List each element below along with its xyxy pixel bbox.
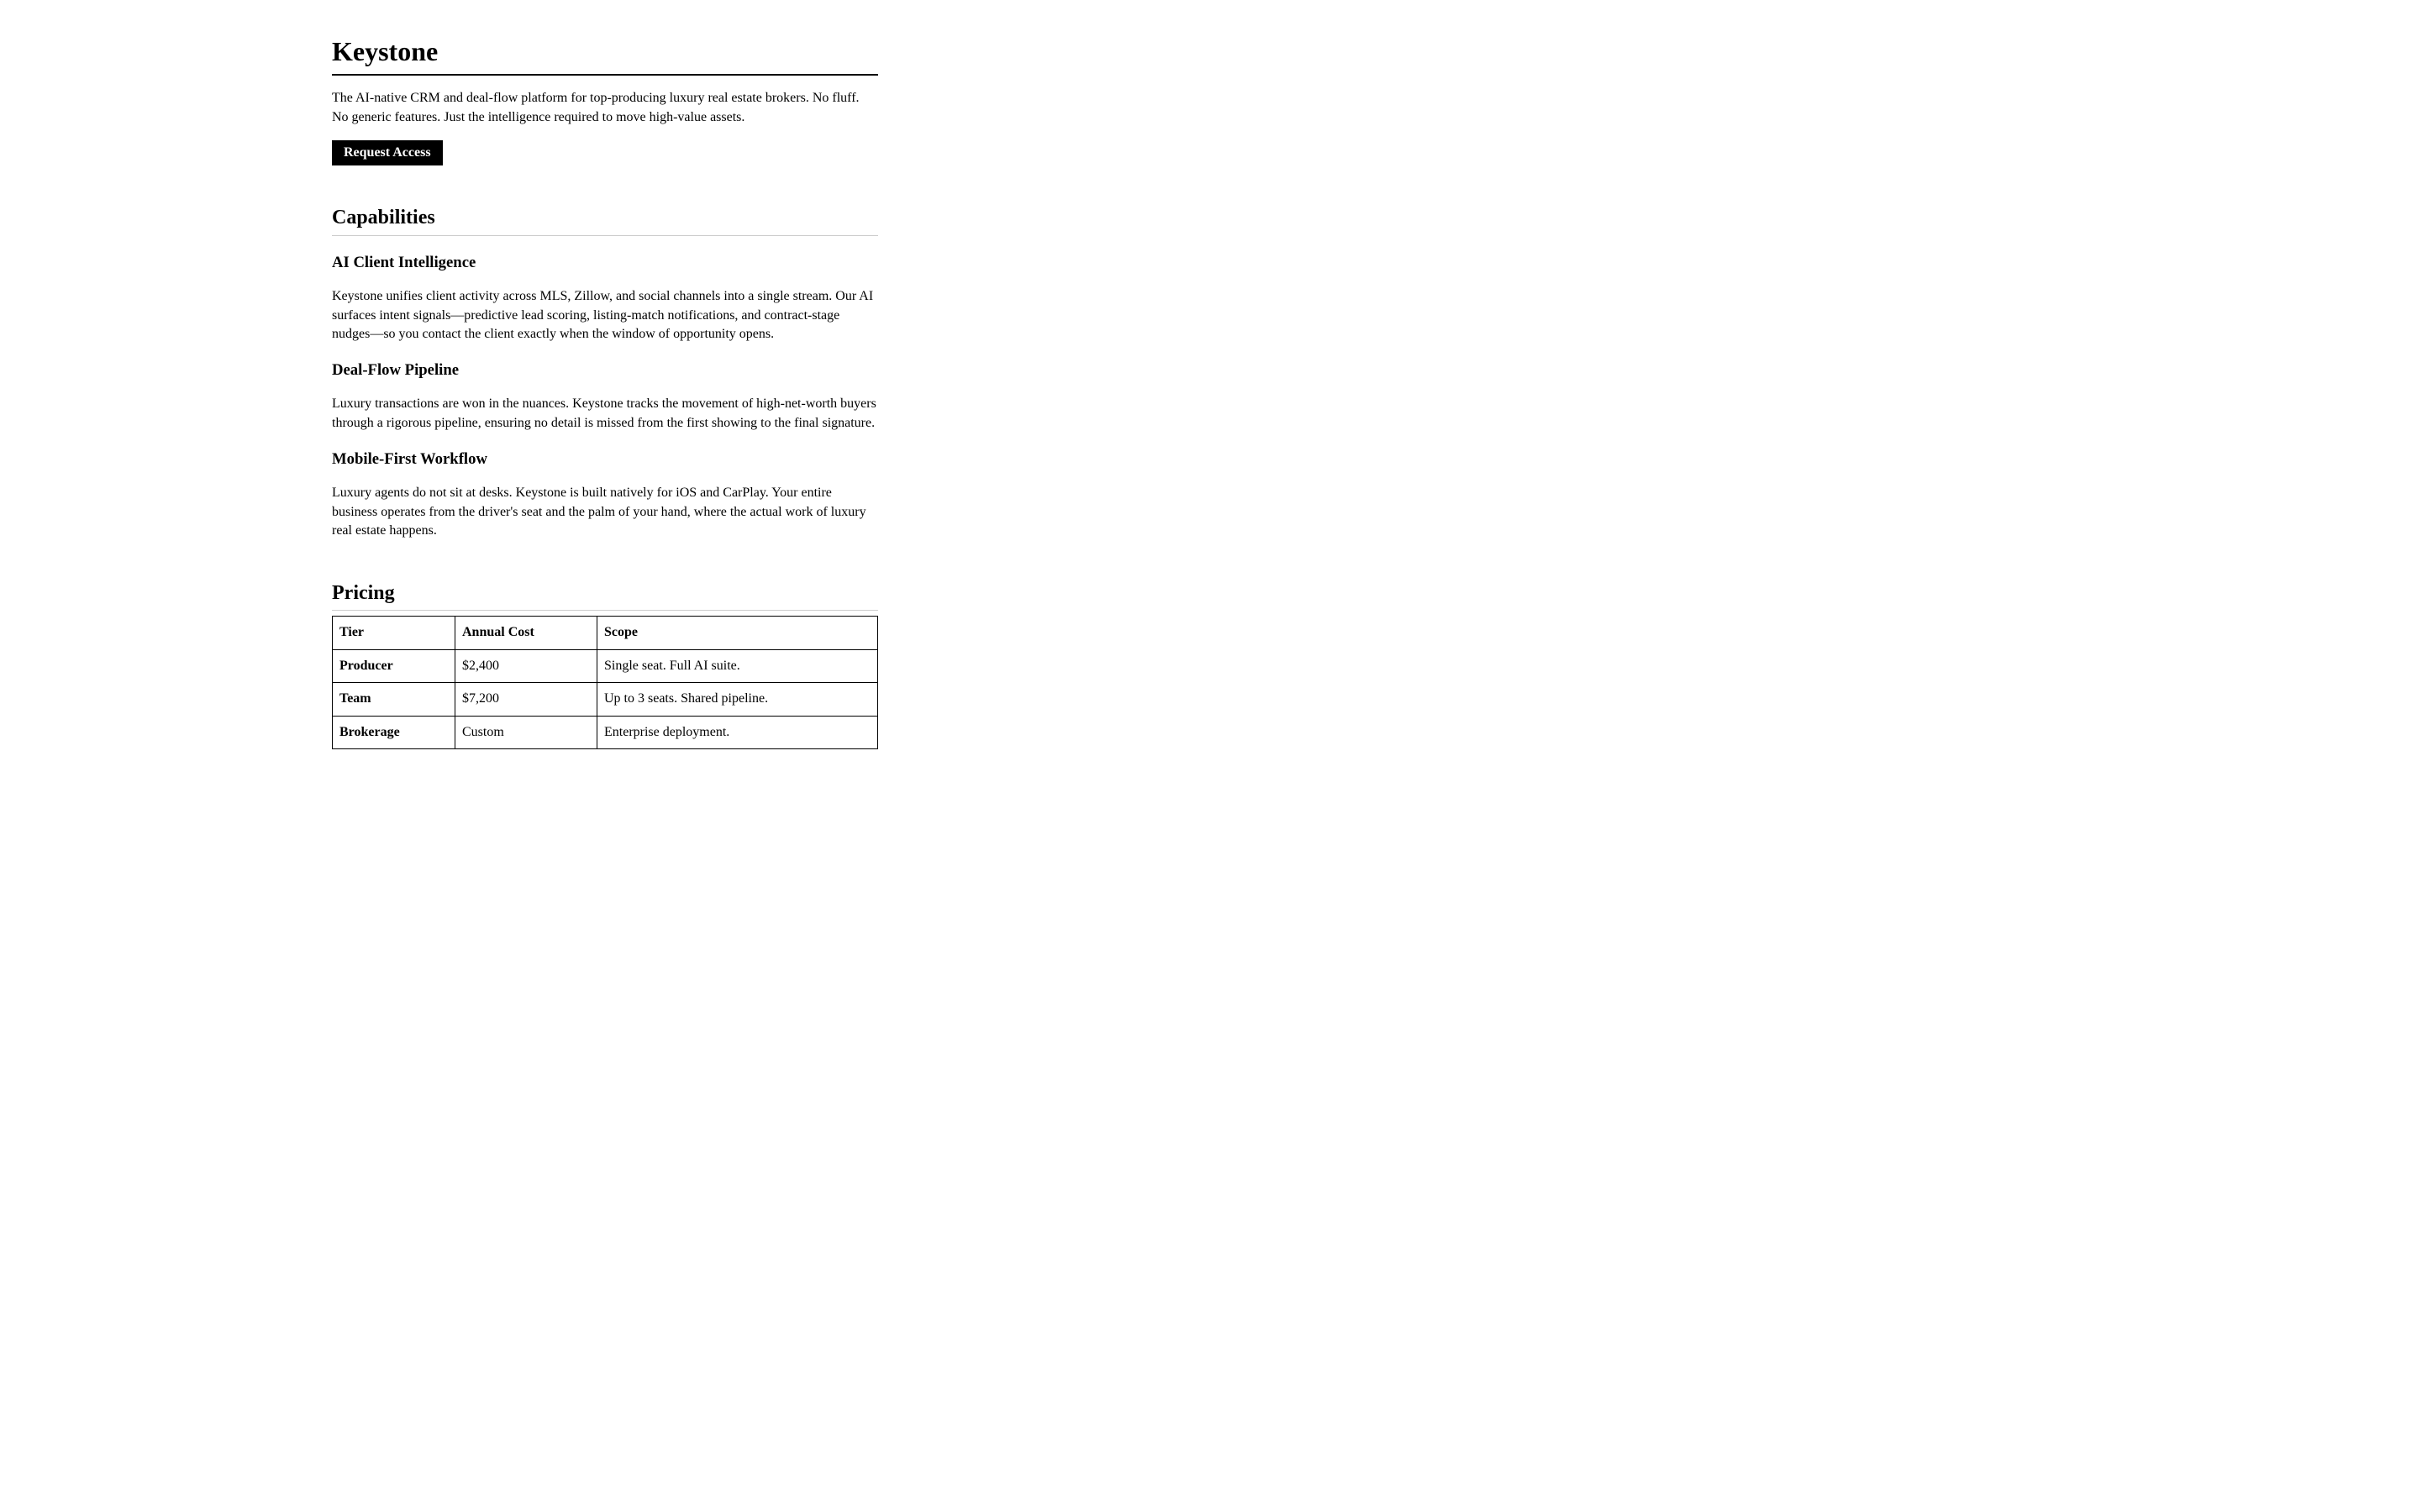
pricing-table-header-row bbox=[333, 617, 878, 649]
cost-cell-team: $7,200 bbox=[455, 683, 597, 716]
capability-body-deal-flow-pipeline: Luxury transactions are won in the nuances. Keystone tracks the movement of high-net-worth buyers through a rigorous pipeline, ensuring no detail is missed from the first showing to the final signature. bbox=[332, 396, 876, 430]
cost-cell-brokerage: Custom bbox=[455, 716, 597, 748]
content-column bbox=[332, 0, 878, 749]
capability-title-mobile-first-workflow: Mobile-First Workflow bbox=[332, 450, 487, 469]
scope-cell-team: Up to 3 seats. Shared pipeline. bbox=[597, 683, 878, 716]
capabilities-heading: Capabilities bbox=[332, 206, 878, 236]
tier-cell-team: Team bbox=[333, 683, 455, 716]
scope-cell-brokerage: Enterprise deployment. bbox=[597, 716, 878, 748]
pricing-section bbox=[332, 581, 878, 749]
page-title: Keystone bbox=[332, 35, 878, 76]
capability-body-mobile-first-workflow: Luxury agents do not sit at desks. Keystone is built natively for iOS and CarPlay. Your entire business operates from the driver's seat and the palm of your hand, where the actual work of luxury real estate happens. bbox=[332, 486, 866, 538]
capability-title-deal-flow-pipeline: Deal-Flow Pipeline bbox=[332, 361, 460, 380]
column-header-annual-cost: Annual Cost bbox=[455, 617, 597, 649]
pricing-table bbox=[332, 616, 878, 749]
cta-wrapper bbox=[332, 140, 878, 165]
pricing-heading: Pricing bbox=[332, 581, 878, 612]
page bbox=[0, 0, 1210, 756]
tier-cell-producer: Producer bbox=[333, 649, 455, 682]
table-row-brokerage bbox=[333, 716, 878, 748]
capability-body-ai-client-intelligence: Keystone unifies client activity across MLS, Zillow, and social channels into a single stream. Our AI surfaces intent signals—predictive lead scoring, listing-match notifications, and contract-stage nudges—so you contact the client exactly when the window of opportunity opens. bbox=[332, 289, 874, 341]
request-access-button[interactable]: Request Access bbox=[332, 140, 443, 165]
capability-title-ai-client-intelligence: AI Client Intelligence bbox=[332, 253, 476, 271]
table-row-team bbox=[333, 683, 878, 716]
capabilities-section bbox=[332, 206, 878, 540]
column-header-scope: Scope bbox=[597, 617, 878, 649]
table-row-producer bbox=[333, 649, 878, 682]
tagline-text: The AI-native CRM and deal-flow platform for top-producing luxury real estate brokers. No fluff. No generic features. Just the intelligence required to move high-value assets. bbox=[332, 91, 860, 124]
tier-cell-brokerage: Brokerage bbox=[333, 716, 455, 748]
column-header-tier: Tier bbox=[333, 617, 455, 649]
cost-cell-producer: $2,400 bbox=[455, 649, 597, 682]
scope-cell-producer: Single seat. Full AI suite. bbox=[597, 649, 878, 682]
